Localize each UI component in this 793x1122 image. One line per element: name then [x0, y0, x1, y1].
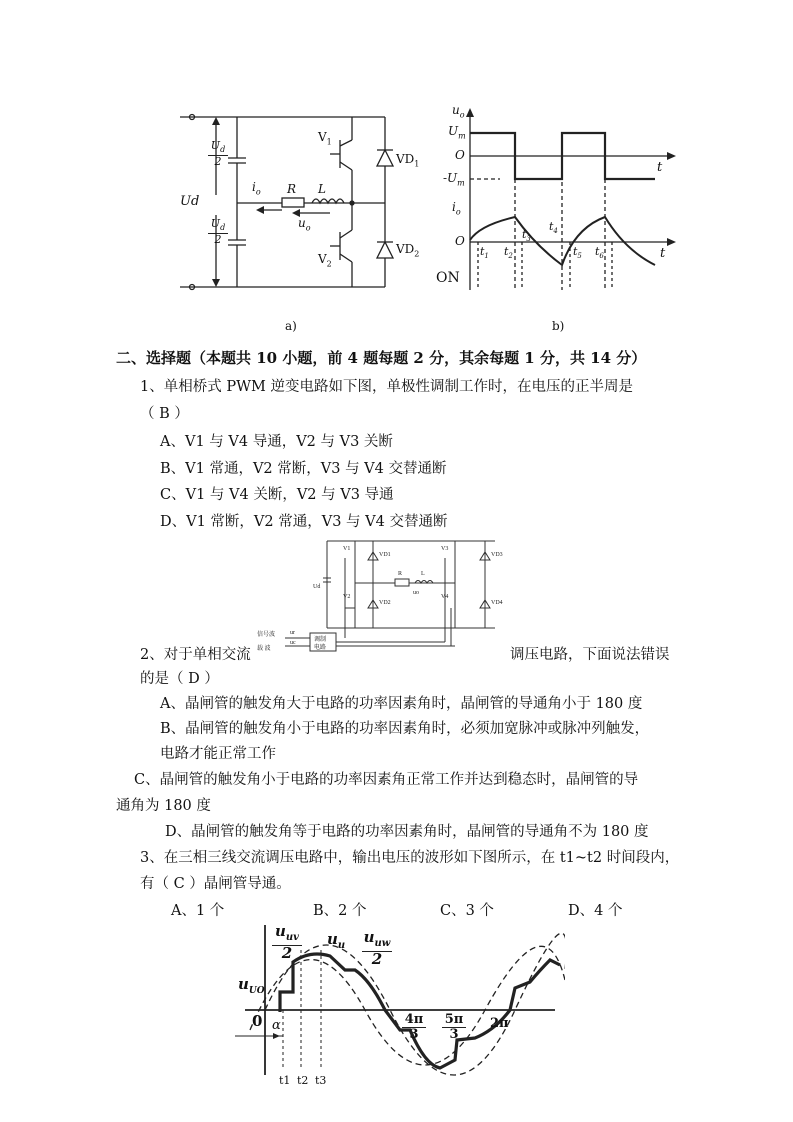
on-label: ON	[436, 270, 460, 286]
q2-option-c-line2: 通角为 180 度	[116, 798, 211, 814]
alpha-label: α	[272, 1018, 281, 1033]
q2-option-b-line1: B、晶闸管的触发角小于电路的功率因素角时，必须加宽脉冲或脉冲列触发，	[160, 721, 650, 737]
wave-uo-label: $u_o$	[452, 103, 465, 120]
wave-origin-2: O	[455, 234, 465, 248]
fig2-vd1: VD1	[379, 552, 391, 558]
fig2-mod2: 电路	[314, 645, 327, 651]
q1-option-a: A、V1 与 V4 导通，V2 与 V3 关断	[160, 434, 393, 450]
fig2-ur: ur	[290, 630, 295, 636]
t1-label: $t_1$	[480, 245, 489, 261]
t6-label: $t_6$	[595, 245, 604, 261]
fig2-ud: Ud	[313, 584, 321, 590]
figure-2-bridge-inverter	[255, 538, 510, 660]
fig3-t3: t3	[315, 1074, 327, 1087]
q1-option-c: C、V1 与 V4 关断，V2 与 V3 导通	[160, 487, 394, 503]
uo-label: $u_o$	[298, 216, 311, 233]
t3-label: $t_3$	[522, 228, 531, 244]
t2-label: $t_2$	[504, 245, 513, 261]
q3-option-c: C、3 个	[440, 903, 494, 919]
v1-label: $V_1$	[318, 130, 332, 147]
uu-label: $u_u$	[327, 930, 346, 951]
q2-option-a: A、晶闸管的触发角大于电路的功率因素角时，晶闸管的导通角小于 180 度	[160, 696, 643, 712]
fig2-vd4: VD4	[491, 600, 503, 606]
fig2-l: L	[421, 571, 425, 577]
q3-option-b: B、2 个	[313, 903, 367, 919]
t4-label: $t_4$	[549, 220, 558, 236]
wave-origin-1: O	[455, 148, 465, 162]
wave-io-label: $i_o$	[452, 200, 461, 217]
fig2-vd3: VD3	[491, 552, 503, 558]
wave-t-axis-1: t	[657, 160, 663, 175]
fig2-vd2: VD2	[379, 600, 391, 606]
q2-stem-line2: 的是（ D ）	[140, 671, 219, 687]
q1-option-d: D、V1 常断，V2 常通，V3 与 V4 交替通断	[160, 514, 448, 530]
uuw-2-label: $u_{uw}$ 2	[363, 928, 391, 968]
wave-neg-um-label: $-U_m$	[443, 171, 465, 188]
q3-option-a: A、1 个	[171, 903, 225, 919]
uuo-label: $u_{UO}$	[238, 975, 265, 996]
fig2-mod1: 调制	[314, 637, 327, 643]
io-label: $i_o$	[252, 180, 261, 197]
q2-stem-part1: 2、对于单相交流	[140, 647, 251, 663]
vd1-label: $VD_1$	[396, 152, 420, 169]
q2-option-d: D、晶闸管的触发角等于电路的功率因素角时，晶闸管的导通角不为 180 度	[165, 824, 649, 840]
fig3-t1: t1	[279, 1074, 291, 1087]
fig2-uo: uo	[413, 590, 419, 596]
half-ud-top: $U_d$ 2	[208, 140, 228, 167]
uuv-2-label: $u_{uv}$ 2	[272, 924, 302, 961]
fig2-r: R	[398, 571, 403, 577]
q2-option-b-line2: 电路才能正常工作	[160, 746, 276, 762]
figure-1-circuit-and-waveforms	[0, 0, 793, 345]
origin-zero-label: 0	[252, 1012, 263, 1030]
fig2-v2: V2	[343, 594, 351, 600]
q2-stem-part2: 调压电路，下面说法错误	[510, 647, 670, 663]
r-label: R	[287, 182, 297, 196]
half-ud-bottom: $U_d$ 2	[208, 218, 228, 245]
fig2-signal: 信号波	[257, 632, 276, 638]
fig2-v1: V1	[343, 546, 351, 552]
fig3-t2: t2	[297, 1074, 309, 1087]
tick-2pi: 2π	[490, 1016, 509, 1031]
wave-t-axis-2: t	[660, 246, 666, 261]
q3-stem-line1: 3、在三相三线交流调压电路中，输出电压的波形如下图所示，在 t1~t2 时间段内，	[140, 850, 680, 866]
fig2-carrier: 载 波	[257, 646, 271, 652]
wave-um-label: $U_m$	[448, 124, 466, 141]
q3-option-d: D、4 个	[568, 903, 623, 919]
v2-label: $V_2$	[318, 252, 332, 269]
ud-label: Ud	[180, 194, 200, 209]
q2-option-c-line1: C、晶闸管的触发角小于电路的功率因素角正常工作并达到稳态时，晶闸管的导	[134, 772, 639, 788]
caption-a: a)	[285, 319, 297, 333]
fig2-uc: uc	[290, 640, 296, 646]
q1-option-b: B、V1 常通，V2 常断，V3 与 V4 交替通断	[160, 461, 447, 477]
t5-label: $t_5$	[573, 245, 582, 261]
tick-4pi-3: 4π 3	[402, 1013, 426, 1042]
q1-answer: （ B ）	[140, 406, 189, 422]
q1-stem: 1、单相桥式 PWM 逆变电路如下图，单极性调制工作时，在电压的正半周是	[140, 379, 633, 395]
q3-stem-line2: 有（ C ）晶闸管导通。	[140, 876, 291, 892]
vd2-label: $VD_2$	[396, 242, 420, 259]
fig2-v4: V4	[441, 594, 449, 600]
l-label: L	[318, 182, 326, 196]
section-2-title: 二、选择题（本题共 10 小题，前 4 题每题 2 分，其余每题 1 分，共 14 分）	[116, 349, 647, 367]
caption-b: b)	[552, 319, 565, 333]
fig2-v3: V3	[441, 546, 449, 552]
tick-5pi-3: 5π 3	[442, 1013, 466, 1042]
